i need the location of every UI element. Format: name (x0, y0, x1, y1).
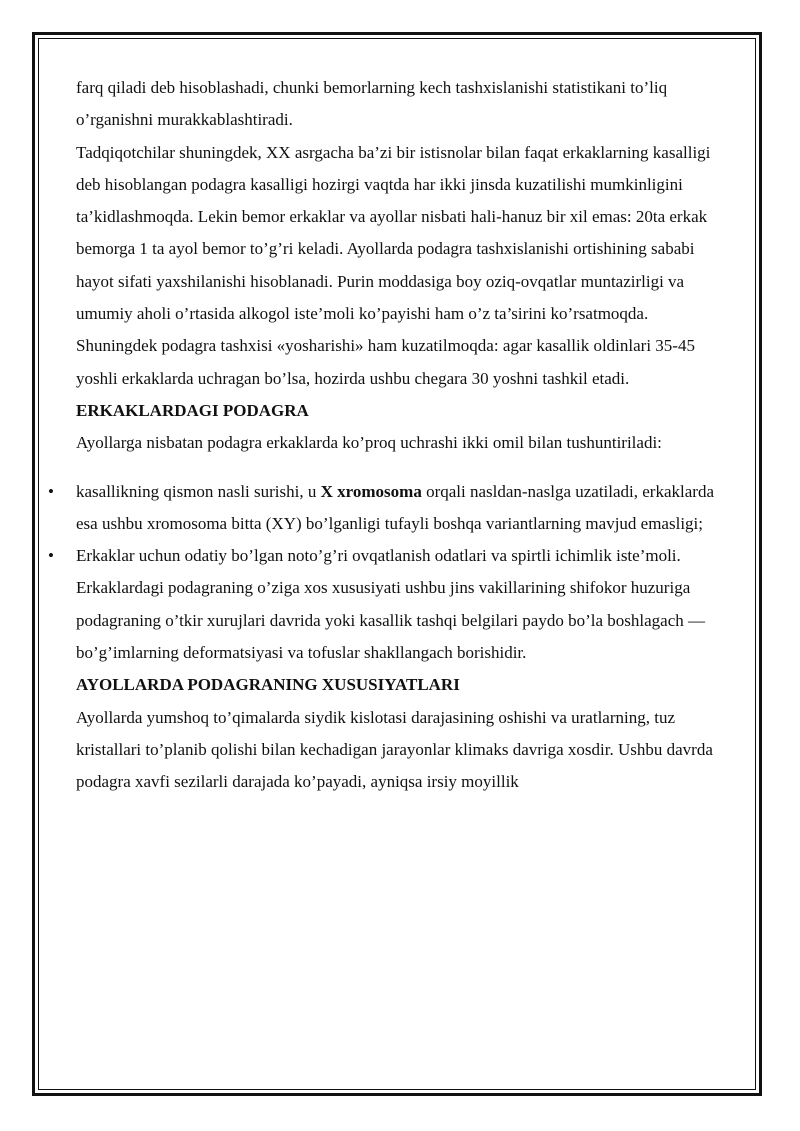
paragraph: farq qiladi deb hisoblashadi, chunki bemorlarning kech tashxislanishi statistikani to’liq o’rganishni murakkablashtiradi. (76, 78, 668, 130)
list-item-text: Erkaklar uchun odatiy bo’lgan noto’g’ri ovqatlanish odatlari va spirtli ichimlik iste’moli. (76, 546, 681, 566)
list-item-bold-text: X xromosoma (320, 481, 422, 501)
paragraph: Ayollarda yumshoq to’qimalarda siydik kislotasi darajasining oshishi va uratlarning, tuz kristallari to’planib qolishi bilan kechadigan jarayonlar klimaks davriga xosdir. Ushbu davrda podagra xavfi sezilarli darajada ko’payadi, ayniqsa irsiy moyillik (76, 707, 713, 792)
document-body (48, 72, 726, 799)
paragraph: Shuningdek podagra tashxisi «yosharishi» ham kuzatilmoqda: agar kasallik oldinlari 35-45 yoshli erkaklarda uchragan bo’lsa, hozirda ushbu chegara 30 yoshni tashkil etadi. (76, 336, 695, 388)
list-item (48, 476, 726, 541)
list-item-text: orqali nasldan-naslga uzatiladi, erkaklarda esa ushbu xromosoma bitta (XY) bo’lganligi tufayli boshqa variantlarning mavjud emasligi; (76, 481, 714, 533)
list-item-text: kasallikning qismon nasli surishi, u (76, 481, 321, 501)
paragraph: Erkaklardagi podagraning o’ziga xos xususiyati ushbu jins vakillarining shifokor huzuriga podagraning o’tkir xurujlari davrida yoki kasallik tashqi belgilari paydo bo’la boshlagach — bo’g’imlarning deformatsiyasi va tofuslar shakllangach borishidir. (76, 578, 705, 663)
paragraph-intro: Ayollarga nisbatan podagra erkaklarda ko’proq uchrashi ikki omil bilan tushuntiriladi: (76, 433, 662, 453)
list-item (48, 540, 726, 572)
bullet-icon: • (48, 481, 54, 501)
bullet-icon: • (48, 546, 54, 566)
paragraph: Tadqiqotchilar shuningdek, XX asrgacha ba’zi bir istisnolar bilan faqat erkaklarning kasalligi deb hisoblangan podagra kasalligi hozirgi vaqtda har ikki jinsda kuzatilishi mumkinligini ta’kidlashmoqda. Lekin bemor erkaklar va ayollar nisbati hali-hanuz bir xil emas: 20ta erkak bemorga 1 ta ayol bemor to’g’ri keladi. Ayollarda podagra tashxislanishi ortishining sababi hayot sifati yaxshilanishi hisoblanadi. Purin moddasiga boy oziq-ovqatlar muntazirligi va umumiy aholi o’rtasida alkogol iste’moli ko’payishi ham o’z ta’sirini ko’rsatmoqda. (76, 142, 711, 324)
bullet-list (48, 476, 726, 573)
section-heading-men: ERKAKLARDAGI PODAGRA (76, 400, 309, 420)
section-heading-women: AYOLLARDA PODAGRANING XUSUSIYATLARI (76, 675, 460, 695)
